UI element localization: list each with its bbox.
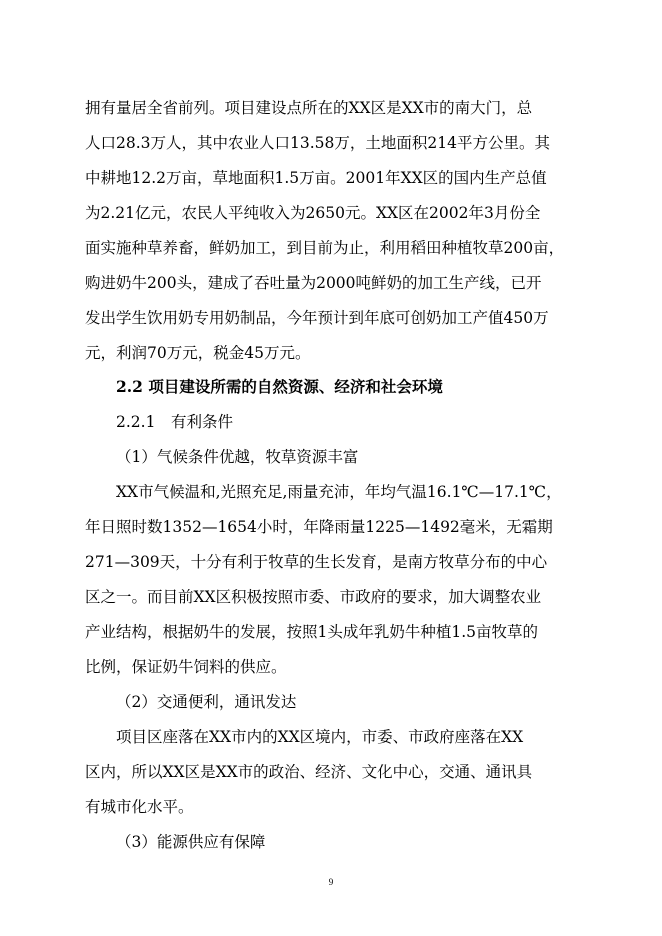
item2-line-2: 区内，所以XX区是XX市的政治、经济、文化中心，交通、通讯具 — [85, 763, 533, 781]
para1-line-4: 为2.21亿元，农民人平纯收入为2650元。XX区在2002年3月份全 — [85, 204, 541, 222]
para1-line-7: 发出学生饮用奶专用奶制品，今年预计到年底可创奶加工产值450万 — [85, 309, 549, 327]
item1-line-4: 区之一。而目前XX区积极按照市委、市政府的要求，加大调整农业 — [85, 588, 542, 606]
item1-line-1: XX市气候温和,光照充足,雨量充沛，年均气温16.1℃—17.1℃， — [116, 483, 562, 501]
item2-line-1: 项目区座落在XX市内的XX区境内，市委、市政府座落在XX — [116, 728, 524, 746]
para1-line-5: 面实施种草养畜，鲜奶加工，到目前为止，利用稻田种植牧草200亩， — [85, 239, 565, 257]
para1-line-6: 购进奶牛200头，建成了吞吐量为2000吨鲜奶的加工生产线，已开 — [85, 274, 542, 292]
para1-line-2: 人口28.3万人，其中农业人口13.58万，土地面积214平方公里。其 — [85, 134, 550, 152]
item2-line-3: 有城市化水平。 — [85, 798, 194, 816]
para1-line-1: 拥有量居全省前列。项目建设点所在的XX区是XX市的南大门，总 — [85, 99, 533, 117]
item1-line-2: 年日照时数1352—1654小时，年降雨量1225—1492毫米，无霜期 — [85, 518, 553, 536]
section-heading: 2.2 项目建设所需的自然资源、经济和社会环境 — [116, 377, 443, 396]
item1-line-3: 271—309天，十分有利于牧草的生长发育，是南方牧草分布的中心 — [85, 553, 548, 571]
item2-heading: （2）交通便利，通讯发达 — [116, 693, 297, 711]
page-number: 9 — [328, 877, 334, 887]
para1-line-8: 元，利润70万元，税金45万元。 — [85, 344, 311, 362]
item1-line-5: 产业结构，根据奶牛的发展，按照1头成年乳奶牛种植1.5亩牧草的 — [85, 623, 539, 641]
para1-line-3: 中耕地12.2万亩，草地面积1.5万亩。2001年XX区的国内生产总值 — [85, 169, 547, 187]
subsection-heading: 2.2.1 有利条件 — [116, 413, 233, 431]
item1-line-6: 比例，保证奶牛饲料的供应。 — [85, 658, 287, 676]
item1-heading: （1）气候条件优越，牧草资源丰富 — [116, 448, 359, 466]
item3-heading: （3）能源供应有保障 — [116, 833, 266, 851]
